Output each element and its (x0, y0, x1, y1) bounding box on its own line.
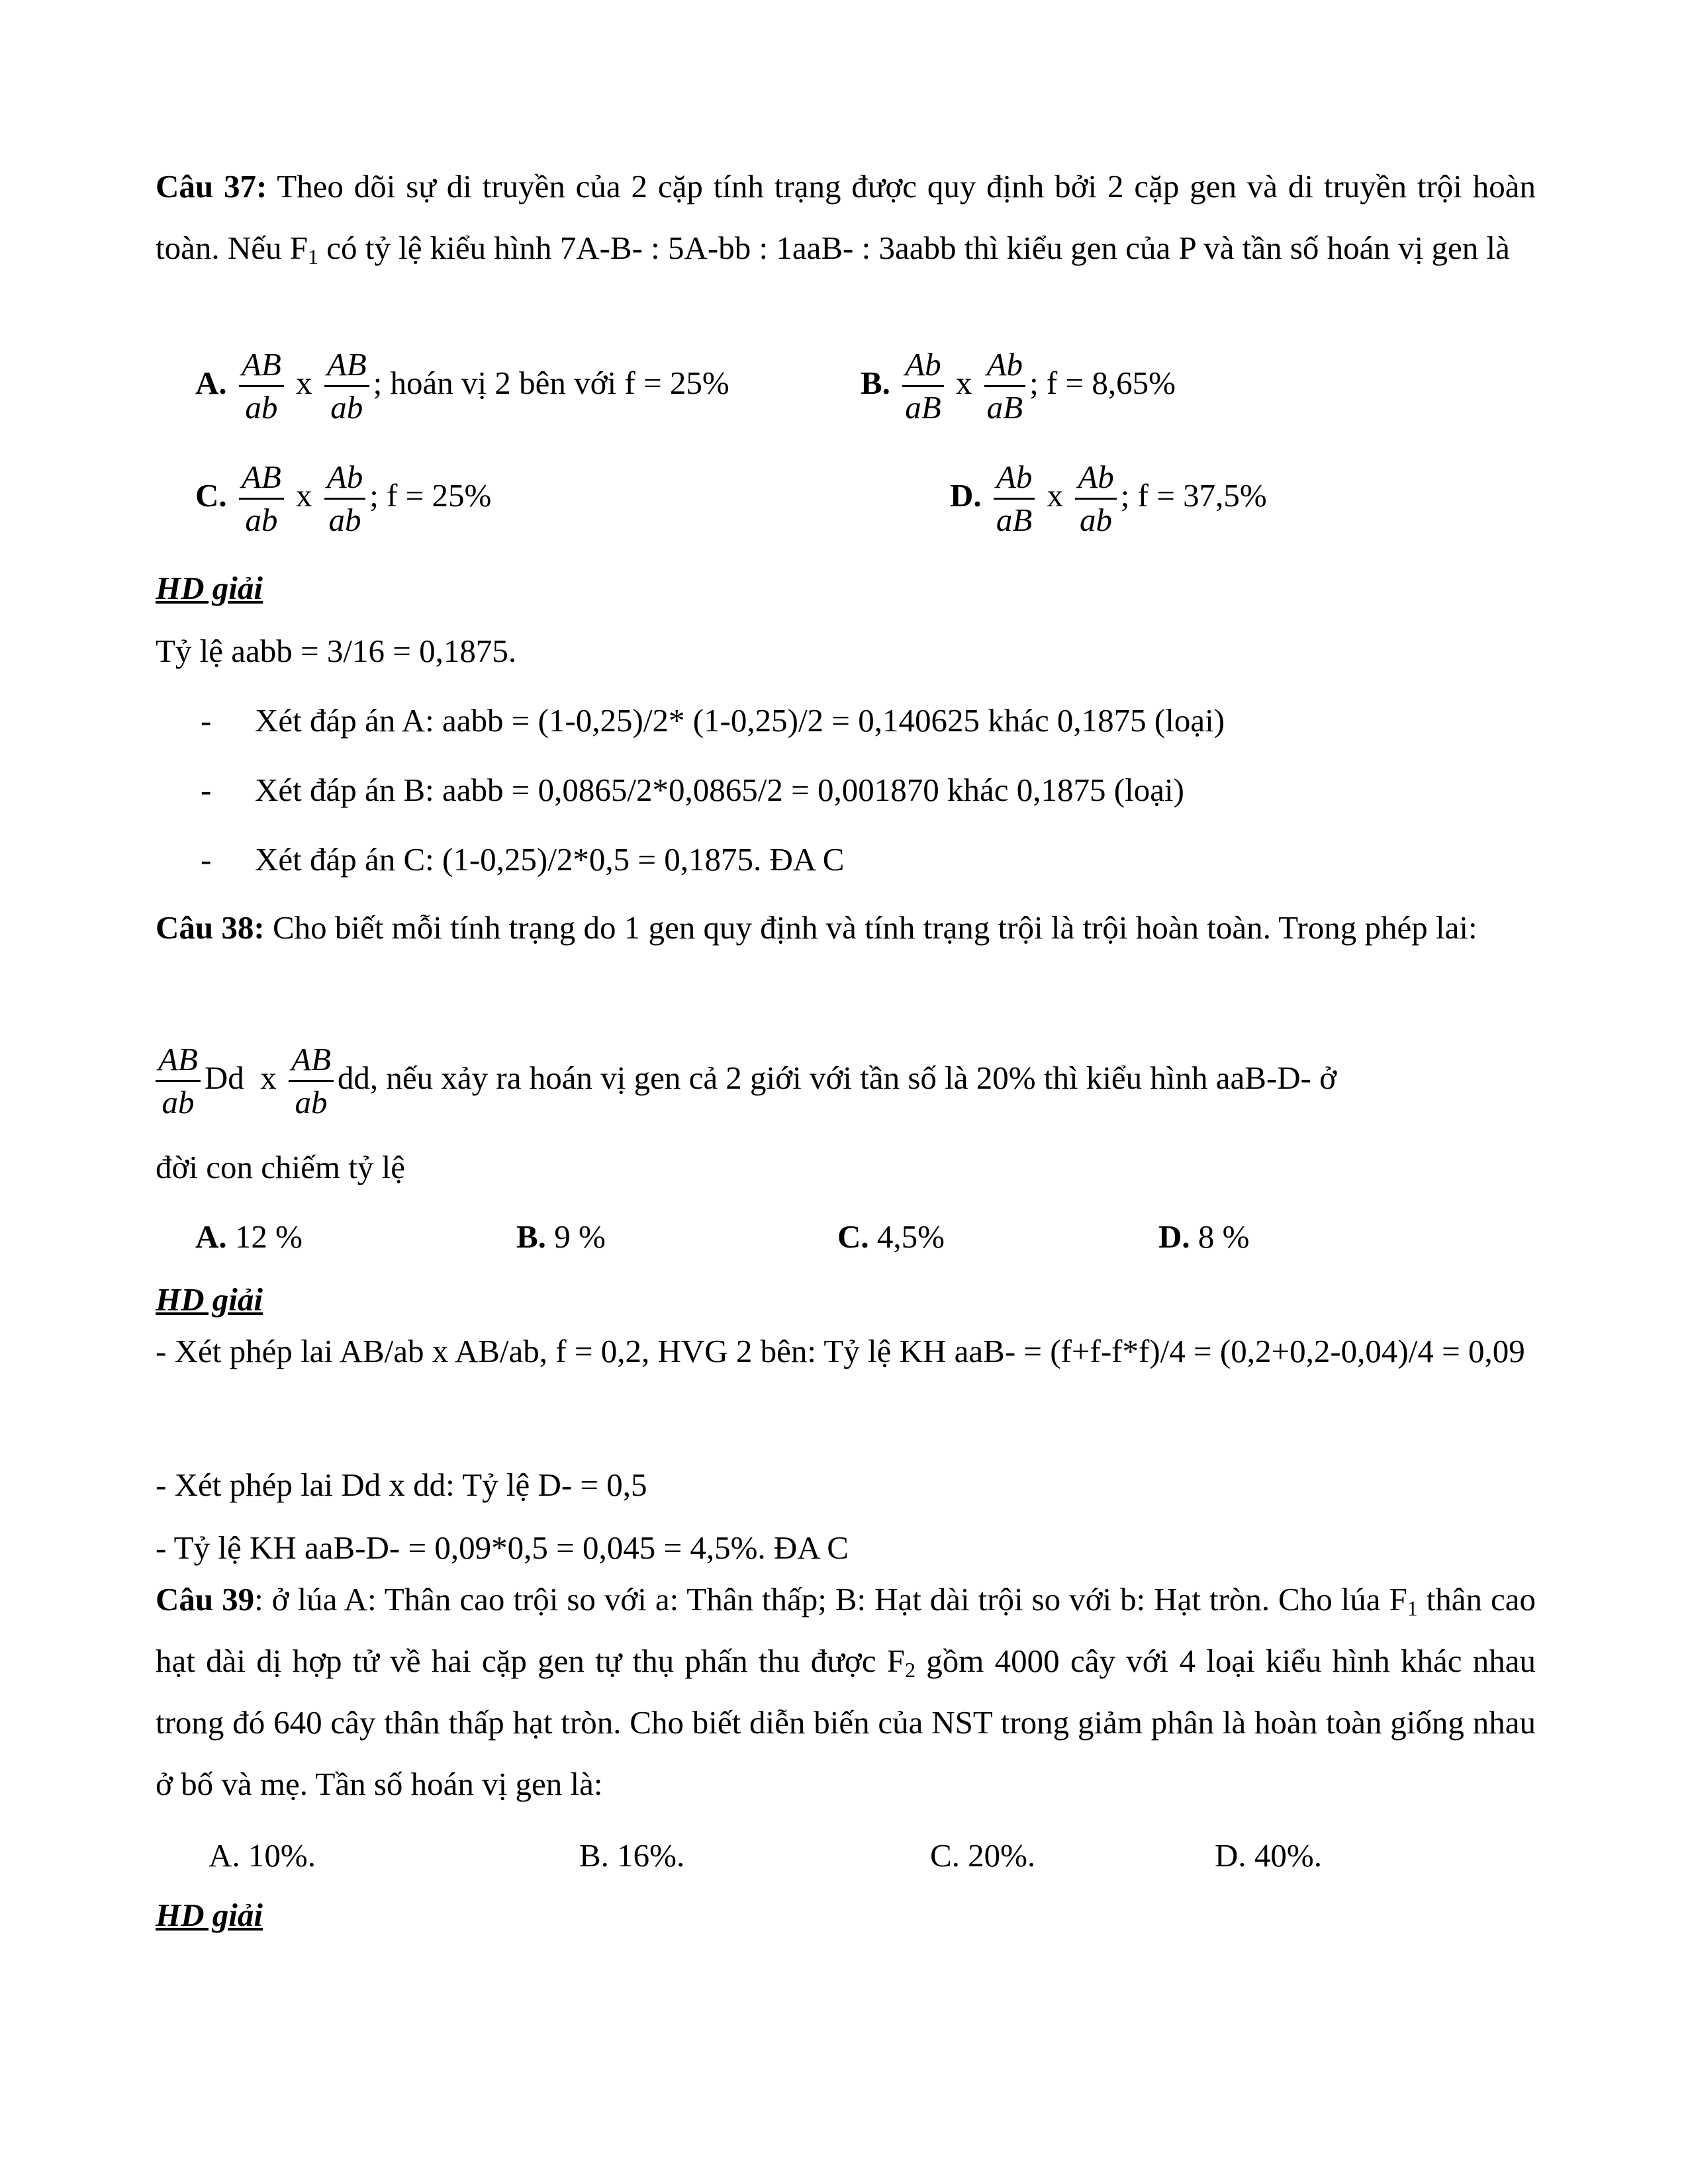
option-value: 8 % (1190, 1218, 1250, 1255)
option-letter: B. (861, 364, 890, 401)
cross-symbol: x (296, 364, 312, 401)
fraction (984, 344, 1025, 428)
fraction (1075, 457, 1116, 541)
question-37-label: Câu 37: (156, 168, 267, 205)
option-letter: B. (516, 1218, 546, 1255)
fraction-denominator: ab (330, 389, 363, 426)
fraction-numerator: Ab (994, 457, 1035, 500)
solution-heading-37: HD giải (156, 570, 263, 606)
question-39-text-cont: thân cao hạt dài dị hợp tử về hai cặp gen tự thụ phấn thu được F (156, 1581, 1536, 1679)
option-letter: D. (1158, 1218, 1190, 1255)
fraction-numerator: AB (239, 457, 284, 500)
question-38-label: Câu 38: (156, 909, 265, 946)
option-39-b: B. 16%. (579, 1837, 685, 1874)
option-38-d (1158, 1218, 1249, 1255)
option-37-c (195, 457, 491, 541)
question-39-text: : ở lúa A: Thân cao trội so với a: Thân thấp; B: Hạt dài trội so với b: Hạt tròn. Cho lúa F (254, 1581, 1407, 1617)
option-38-a (195, 1218, 303, 1255)
fraction-denominator: ab (162, 1084, 195, 1120)
option-value: 12 % (226, 1218, 303, 1255)
fraction-numerator: AB (289, 1039, 334, 1082)
fraction (324, 344, 369, 428)
subscript: 1 (308, 245, 318, 269)
fraction-denominator: ab (328, 502, 361, 538)
option-text: ; f = 8,65% (1029, 364, 1176, 401)
solution-37-bullet-1 (156, 702, 1536, 741)
cross-symbol: x (1047, 477, 1064, 514)
solution-38-line-1: - Xét phép lai AB/ab x AB/ab, f = 0,2, HVG 2 bên: Tỷ lệ KH aaB- = (f+f-f*f)/4 = (0,2+0,2-0,04)/4 = 0,09 (156, 1333, 1525, 1369)
question-39-label: Câu 39 (156, 1581, 255, 1617)
fraction-denominator: aB (905, 389, 941, 426)
fraction-numerator: AB (324, 344, 369, 387)
solution-37-ratio: Tỷ lệ aabb = 3/16 = 0,1875. (156, 633, 517, 669)
bullet-dash: - (201, 841, 212, 878)
option-text: ; hoán vị 2 bên với f = 25% (373, 364, 729, 401)
option-text: ; f = 25% (369, 477, 492, 514)
fraction-numerator: AB (239, 344, 284, 387)
bullet-text: Xét đáp án C: (1-0,25)/2*0,5 = 0,1875. ĐA C (255, 841, 845, 878)
fraction (156, 1039, 201, 1123)
cross-symbol: x (955, 364, 972, 401)
fraction (239, 457, 284, 541)
cross-symbol: x (260, 1059, 277, 1096)
genotype: Dd (204, 1059, 244, 1096)
solution-37-bullet-2 (156, 771, 1536, 811)
question-38-cross (156, 1039, 1336, 1123)
solution-heading-39: HD giải (156, 1897, 263, 1933)
subscript: 1 (1407, 1596, 1418, 1620)
option-letter: C. (837, 1218, 869, 1255)
option-39-d: D. 40%. (1215, 1837, 1322, 1874)
question-37 (156, 156, 1536, 279)
fraction-denominator: ab (245, 389, 278, 426)
question-39 (156, 1569, 1536, 1815)
option-37-b (861, 344, 1176, 428)
fraction-denominator: aB (996, 502, 1033, 538)
solution-38-line-2: - Xét phép lai Dd x dd: Tỷ lệ D- = 0,5 (156, 1467, 647, 1503)
question-37-text-cont: có tỷ lệ kiểu hình 7A-B- : 5A-bb : 1aaB- : 3aabb thì kiểu gen của P và tần số hoán vị gen là (318, 230, 1510, 266)
subscript: 2 (905, 1658, 916, 1682)
option-letter: A. (195, 364, 227, 401)
fraction-numerator: AB (156, 1039, 201, 1082)
question-38 (156, 897, 1536, 958)
option-38-b (516, 1218, 606, 1255)
option-text: ; f = 37,5% (1120, 477, 1267, 514)
option-38-c (837, 1218, 945, 1255)
bullet-dash: - (201, 772, 212, 808)
bullet-dash: - (201, 702, 212, 739)
fraction-numerator: Ab (984, 344, 1025, 387)
option-letter: A. (195, 1218, 227, 1255)
fraction-denominator: aB (986, 389, 1023, 426)
solution-heading-38: HD giải (156, 1281, 263, 1318)
fraction (324, 457, 365, 541)
option-letter: C. (195, 477, 227, 514)
fraction (289, 1039, 334, 1123)
fraction-denominator: ab (1080, 502, 1113, 538)
cross-symbol: x (296, 477, 312, 514)
fraction (239, 344, 284, 428)
fraction (902, 344, 943, 428)
fraction-numerator: Ab (1075, 457, 1116, 500)
option-value: 4,5% (868, 1218, 945, 1255)
fraction-numerator: Ab (324, 457, 365, 500)
bullet-text: Xét đáp án B: aabb = 0,0865/2*0,0865/2 = 0,001870 khác 0,1875 (loại) (255, 772, 1184, 808)
cross-text: dd, nếu xảy ra hoán vị gen cả 2 giới với tần số là 20% thì kiểu hình aaB-D- ở (337, 1059, 1337, 1096)
option-value: 9 % (545, 1218, 606, 1255)
question-38-text: Cho biết mỗi tính trạng do 1 gen quy định và tính trạng trội là trội hoàn toàn. Trong phép lai: (264, 909, 1477, 946)
solution-37-bullet-3 (156, 841, 1536, 880)
option-39-a: A. 10%. (209, 1837, 316, 1874)
question-37-text: Theo dõi sự di truyền của 2 cặp tính trạng được quy định bởi 2 cặp gen và di truyền trội hoàn toàn. Nếu F (156, 168, 1536, 266)
bullet-text: Xét đáp án A: aabb = (1-0,25)/2* (1-0,25)/2 = 0,140625 khác 0,1875 (loại) (255, 702, 1225, 739)
option-letter: D. (950, 477, 982, 514)
fraction (994, 457, 1035, 541)
question-39-text-cont: gồm 4000 cây với 4 loại kiểu hình khác nhau trong đó 640 cây thân thấp hạt tròn. Cho biết diễn biến của NST trong giảm phân là hoàn toàn giống nhau ở bố và mẹ. Tần số hoán vị gen là: (156, 1643, 1536, 1802)
question-38-cont: đời con chiếm tỷ lệ (156, 1149, 405, 1185)
fraction-denominator: ab (245, 502, 278, 538)
option-39-c: C. 20%. (930, 1837, 1036, 1874)
option-37-d (950, 457, 1267, 541)
option-37-a (195, 344, 729, 428)
fraction-numerator: Ab (902, 344, 943, 387)
solution-38-line-3: - Tỷ lệ KH aaB-D- = 0,09*0,5 = 0,045 = 4,5%. ĐA C (156, 1529, 849, 1566)
fraction-denominator: ab (295, 1084, 328, 1120)
